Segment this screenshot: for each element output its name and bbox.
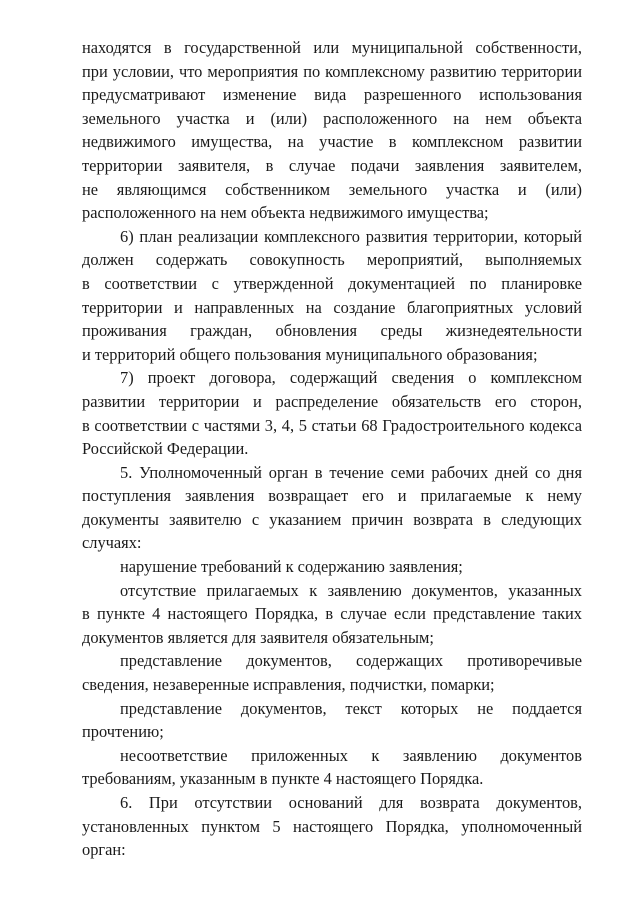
text-line: земельного участка и (или) расположенного на нем объекта xyxy=(82,108,582,128)
paragraph-reason-nonconformity xyxy=(82,744,582,791)
document-page xyxy=(82,36,582,862)
text-line: сведения, незаверенные исправления, подчистки, помарки; xyxy=(82,675,495,695)
paragraph-section-6 xyxy=(82,791,582,862)
text-line: в пункте 4 настоящего Порядка, в случае если представление таких xyxy=(82,604,582,624)
paragraph-reason-unreadable xyxy=(82,697,582,744)
text-line: отсутствие прилагаемых к заявлению документов, указанных xyxy=(120,580,582,600)
text-line: 5. Уполномоченный орган в течение семи рабочих дней со дня xyxy=(120,462,582,482)
text-line: документов является для заявителя обязательным; xyxy=(82,627,434,647)
text-line: нарушение требований к содержанию заявления; xyxy=(120,557,463,577)
text-line: должен содержать совокупность мероприятий, выполняемых xyxy=(82,250,582,270)
text-line: 6. При отсутствии оснований для возврата документов, xyxy=(120,793,582,812)
text-line: в соответствии с утвержденной документацией по планировке xyxy=(82,273,582,293)
text-line: развитии территории и распределение обязательств его сторон, xyxy=(82,391,582,411)
text-line: и территорий общего пользования муниципального образования; xyxy=(82,344,538,364)
text-line: не являющимся собственником земельного участка и (или) xyxy=(82,179,582,199)
text-line: расположенного на нем объекта недвижимого имущества; xyxy=(82,203,489,223)
text-line: документы заявителю с указанием причин возврата в следующих xyxy=(82,509,582,529)
text-line: случаях: xyxy=(82,533,142,553)
text-line: 7) проект договора, содержащий сведения о комплексном xyxy=(120,368,582,388)
paragraph-item-6-plan xyxy=(82,225,582,367)
paragraph-ownership-condition xyxy=(82,36,582,225)
paragraph-reason-violation xyxy=(82,555,582,579)
paragraph-reason-contradictory xyxy=(82,649,582,696)
text-line: представление документов, содержащих противоречивые xyxy=(120,651,582,671)
text-line: территории и направленных на создание благоприятных условий xyxy=(82,297,582,317)
text-line: требованиям, указанным в пункте 4 настоящего Порядка. xyxy=(82,769,484,789)
text-line: недвижимого имущества, на участие в комплексном развитии xyxy=(82,132,582,152)
text-line: 6) план реализации комплексного развития территории, который xyxy=(120,226,582,246)
text-line: в соответствии с частями 3, 4, 5 статьи 68 Градостроительного кодекса xyxy=(82,415,582,435)
text-line: Российской Федерации. xyxy=(82,439,249,459)
text-line: при условии, что мероприятия по комплексному развитию территории xyxy=(82,61,582,81)
text-line: представление документов, текст которых не поддается xyxy=(120,698,582,718)
text-line: проживания граждан, обновления среды жизнедеятельности xyxy=(82,321,582,341)
paragraph-item-7-contract xyxy=(82,366,582,460)
text-line: прочтению; xyxy=(82,722,164,742)
text-line: установленных пунктом 5 настоящего Порядка, уполномоченный орган: xyxy=(82,816,582,860)
paragraph-section-5 xyxy=(82,461,582,555)
text-line: несоответствие приложенных к заявлению документов xyxy=(120,745,582,765)
paragraph-reason-missing-docs xyxy=(82,579,582,650)
text-line: предусматривают изменение вида разрешенного использования xyxy=(82,85,582,105)
text-line: находятся в государственной или муниципальной собственности, xyxy=(82,38,582,57)
text-line: территории заявителя, в случае подачи заявления заявителем, xyxy=(82,155,582,175)
text-line: поступления заявления возвращает его и прилагаемые к нему xyxy=(82,486,582,506)
